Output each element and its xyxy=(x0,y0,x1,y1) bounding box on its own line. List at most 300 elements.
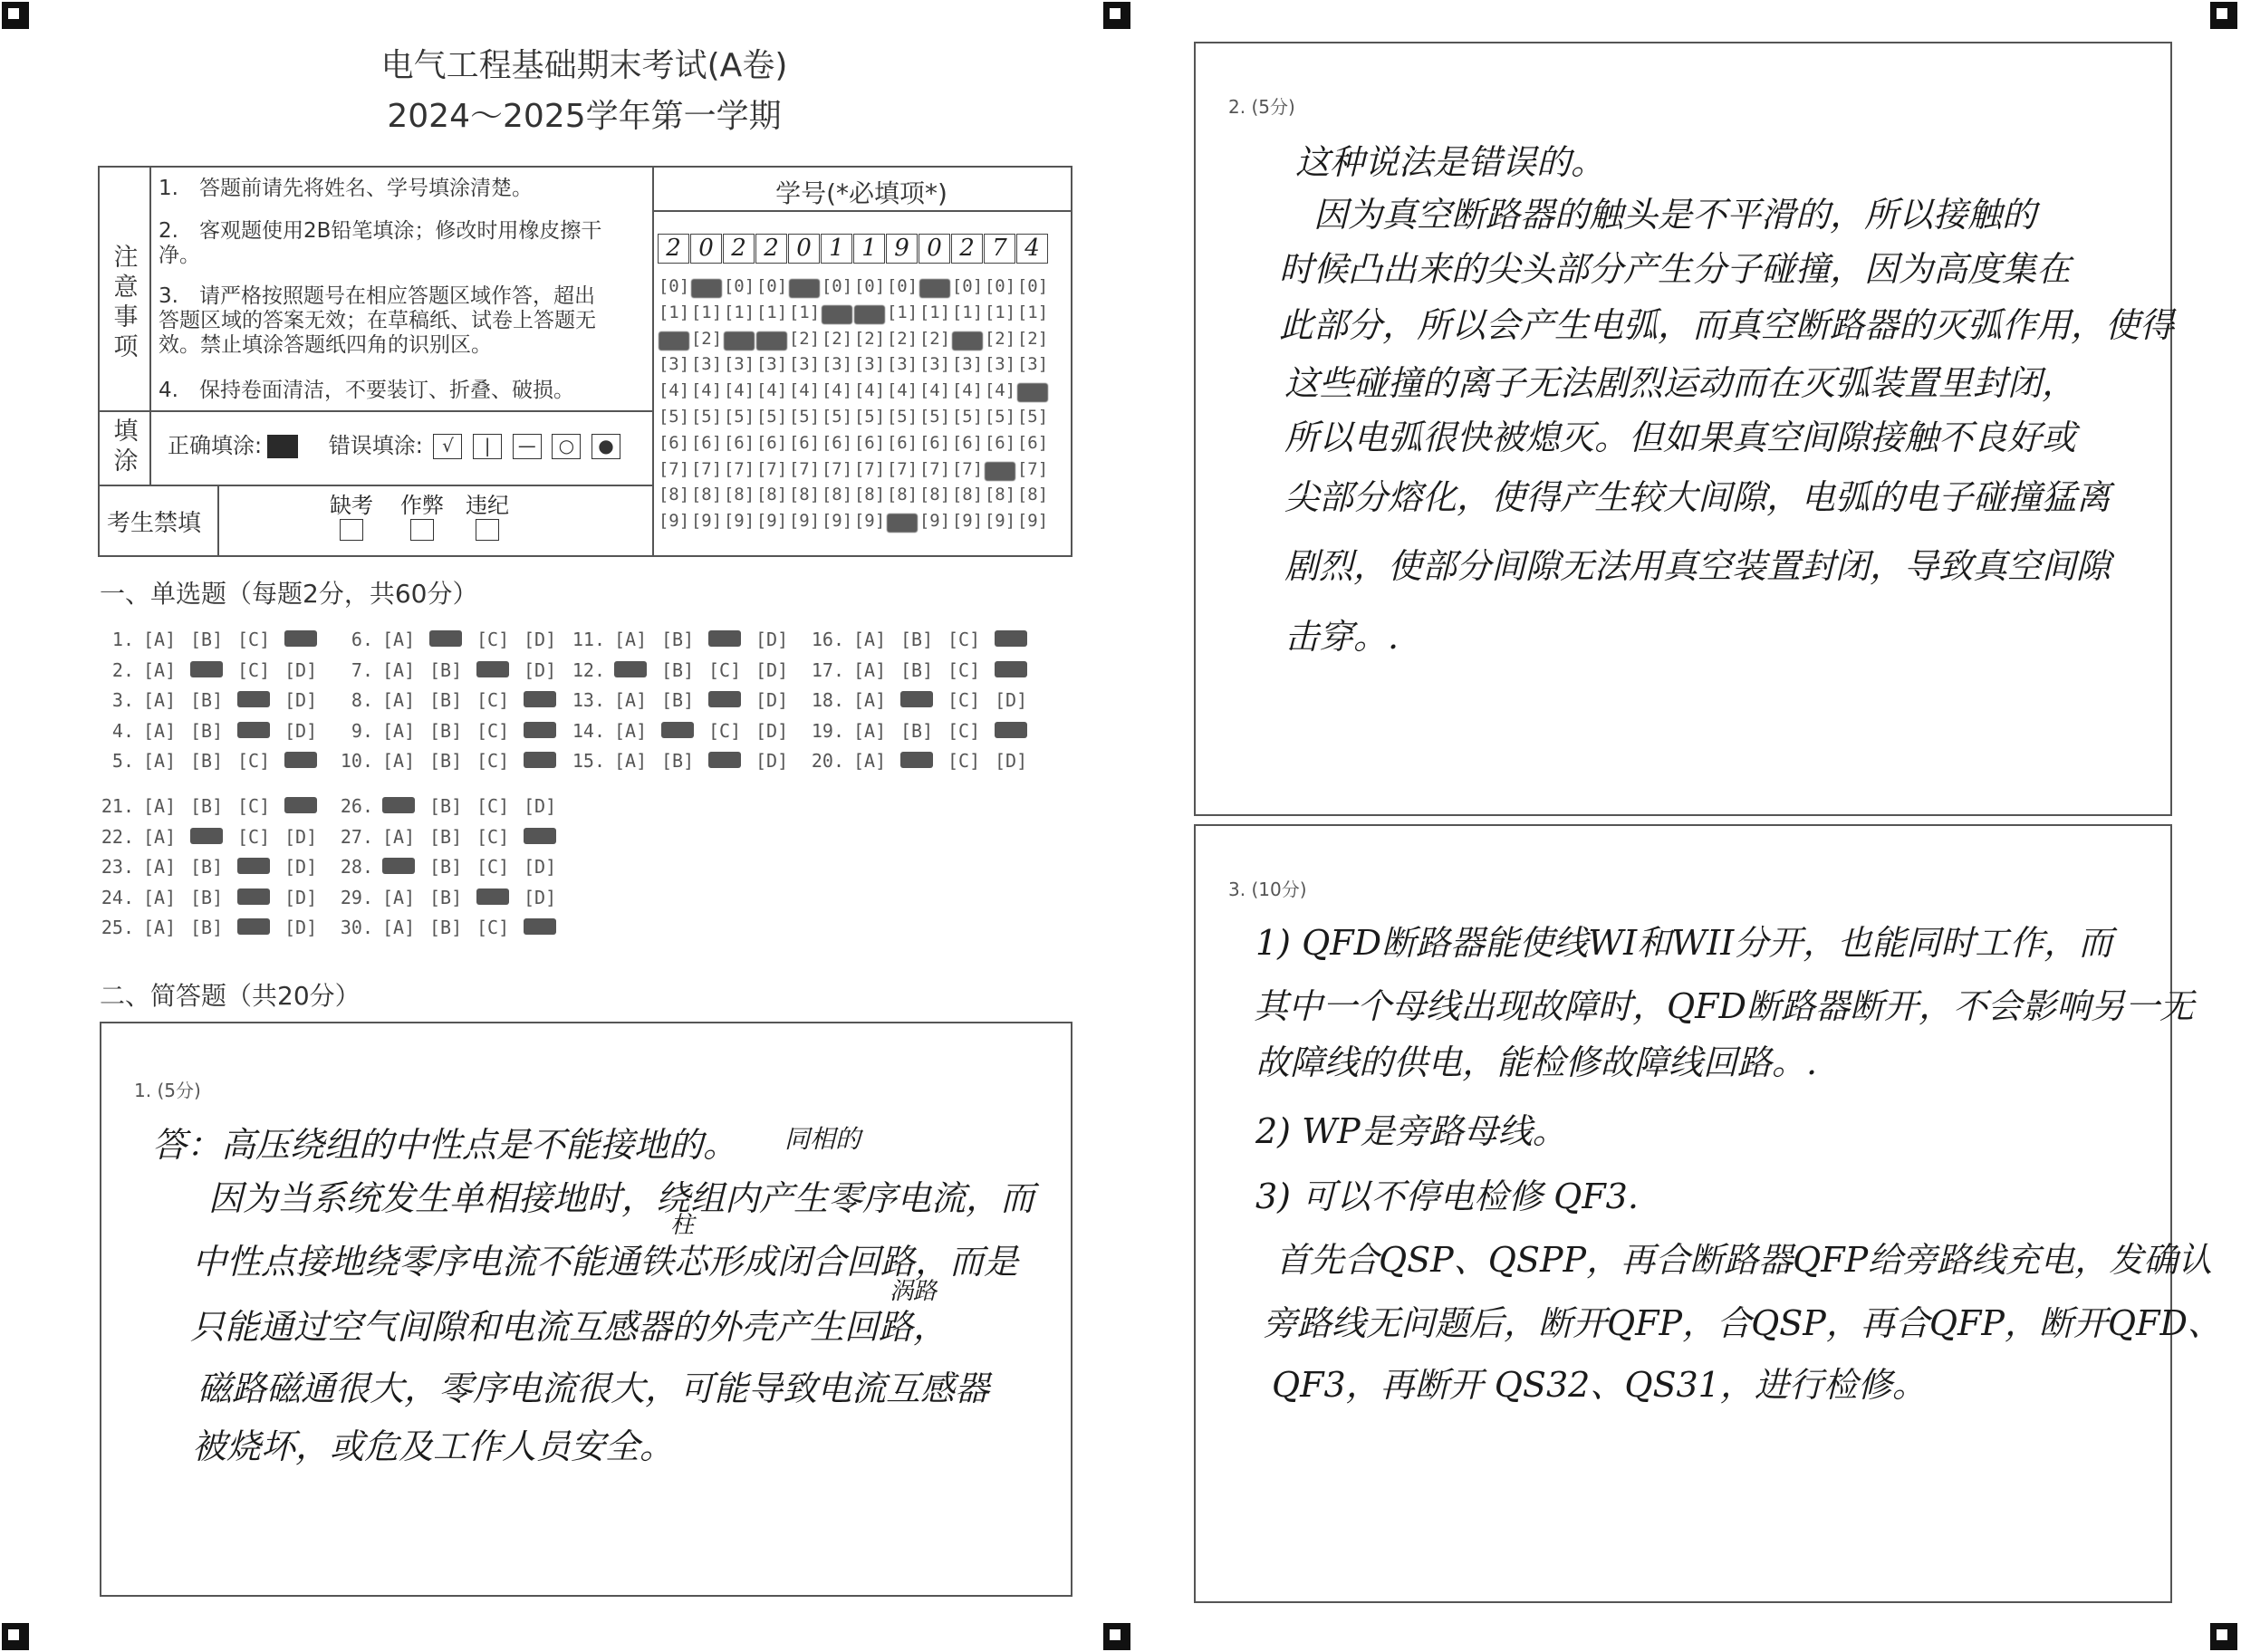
id-bubble[interactable]: [2] xyxy=(886,328,919,349)
mcq-option-a[interactable]: [A] xyxy=(853,750,887,772)
id-bubble[interactable]: [0] xyxy=(821,276,853,296)
id-bubble[interactable]: [5] xyxy=(853,406,886,427)
mcq-option-b[interactable] xyxy=(661,720,708,742)
mcq-option-b[interactable]: [B] xyxy=(661,750,695,772)
mcq-option-b[interactable]: [B] xyxy=(661,658,695,681)
mcq-option-c[interactable]: [C] xyxy=(237,658,271,681)
id-bubble[interactable]: [9] xyxy=(853,511,886,532)
mcq-number: 6. xyxy=(351,629,373,650)
id-bubble[interactable] xyxy=(854,305,885,324)
mcq-option-b[interactable]: [B] xyxy=(190,856,224,878)
id-bubble[interactable]: [0] xyxy=(853,276,886,296)
id-bubble[interactable]: [8] xyxy=(723,485,755,505)
id-bubble[interactable]: [5] xyxy=(886,406,919,427)
mcq-option-d[interactable] xyxy=(524,689,571,711)
id-bubble[interactable]: [2] xyxy=(919,328,951,349)
id-bubble[interactable]: [1] xyxy=(723,302,755,322)
mcq-number: 21. xyxy=(101,795,134,817)
id-bubble[interactable]: [5] xyxy=(984,406,1016,427)
mcq-option-d[interactable]: [D] xyxy=(755,719,789,742)
id-bubble[interactable] xyxy=(985,462,1015,481)
mcq-option-c[interactable]: [C] xyxy=(476,856,510,878)
id-bubble[interactable]: [4] xyxy=(658,380,690,401)
id-bubble[interactable]: [9] xyxy=(723,511,755,532)
id-bubble[interactable]: [4] xyxy=(788,380,821,401)
id-bubble[interactable] xyxy=(887,514,918,533)
mcq-option-b[interactable]: [B] xyxy=(429,856,463,878)
mcq-option-a[interactable] xyxy=(382,856,429,878)
q2-line-4: 此部分，所以会产生电弧，而真空断路器的灭弧作用，使得 xyxy=(1279,305,2175,345)
id-bubble[interactable]: [4] xyxy=(755,380,788,401)
q1-line-3: 中性点接地绕零序电流不能通铁芯形成闭合回路，而是 xyxy=(192,1242,1019,1282)
id-bubble[interactable]: [6] xyxy=(821,432,853,453)
mcq-option-a[interactable]: [A] xyxy=(853,719,887,742)
mcq-question-1 xyxy=(98,629,332,650)
mcq-option-a[interactable] xyxy=(382,795,429,817)
mcq-option-a[interactable]: [A] xyxy=(382,689,416,711)
mcq-option-c[interactable]: [C] xyxy=(947,629,981,650)
mcq-number: 11. xyxy=(572,629,605,650)
id-bubble[interactable]: [8] xyxy=(658,485,690,505)
q1-line-6: 被烧坏，或危及工作人员安全。 xyxy=(192,1426,675,1466)
mcq-option-b[interactable]: [B] xyxy=(900,658,934,681)
q3-points: 3. (10分) xyxy=(1228,879,1307,900)
q3-line-7: 旁路线无问题后，断开QFP，合QSP，再合QFP，断开QFD、 xyxy=(1263,1303,2222,1343)
id-bubble[interactable]: [8] xyxy=(755,485,788,505)
id-bubble[interactable]: [1] xyxy=(984,302,1016,322)
q1-points: 1. (5分) xyxy=(134,1080,201,1101)
id-bubble[interactable]: [2] xyxy=(690,328,723,349)
id-bubble[interactable]: [9] xyxy=(755,511,788,532)
mcq-option-d[interactable] xyxy=(524,750,571,772)
id-bubble[interactable] xyxy=(1017,383,1048,402)
id-bubble[interactable]: [3] xyxy=(984,354,1016,375)
wrong-sample-circle: ○ xyxy=(552,434,581,459)
id-bubble[interactable]: [9] xyxy=(658,511,690,532)
id-bubble[interactable]: [6] xyxy=(951,432,984,453)
id-bubble[interactable]: [3] xyxy=(658,354,690,375)
id-bubble[interactable]: [4] xyxy=(853,380,886,401)
id-bubble[interactable]: [1] xyxy=(1016,302,1049,322)
mcq-option-d[interactable] xyxy=(284,750,332,772)
id-bubble[interactable]: [7] xyxy=(853,458,886,479)
mcq-option-a[interactable]: [A] xyxy=(143,795,177,817)
id-bubble[interactable]: [4] xyxy=(821,380,853,401)
mcq-option-d[interactable]: [D] xyxy=(524,658,557,681)
id-bubble[interactable]: [7] xyxy=(723,458,755,479)
mcq-option-a[interactable]: [A] xyxy=(614,750,648,772)
mcq-option-c[interactable] xyxy=(708,750,755,772)
mcq-option-d[interactable] xyxy=(995,720,1042,742)
q1-insert-2: 柱 xyxy=(670,1212,695,1239)
id-bubble[interactable]: [0] xyxy=(886,276,919,296)
bubble-row-9 xyxy=(658,511,1049,537)
mcq-option-b[interactable] xyxy=(190,659,237,681)
mcq-option-b[interactable]: [B] xyxy=(190,795,224,817)
id-bubble[interactable]: [7] xyxy=(919,458,951,479)
id-bubble[interactable]: [9] xyxy=(919,511,951,532)
mcq-option-d[interactable]: [D] xyxy=(995,689,1028,711)
id-bubble[interactable]: [7] xyxy=(755,458,788,479)
id-bubble[interactable]: [5] xyxy=(788,406,821,427)
mcq-option-d[interactable]: [D] xyxy=(284,658,318,681)
mcq-number: 10. xyxy=(340,750,373,772)
mcq-option-b[interactable]: [B] xyxy=(190,719,224,742)
id-bubble[interactable]: [9] xyxy=(788,511,821,532)
cheat-checkbox[interactable] xyxy=(410,519,434,541)
mcq-option-a[interactable]: [A] xyxy=(382,629,416,650)
mcq-option-a[interactable]: [A] xyxy=(382,917,416,938)
mcq-question-2 xyxy=(98,659,332,681)
mcq-option-b[interactable]: [B] xyxy=(429,689,463,711)
id-bubble[interactable]: [7] xyxy=(1016,458,1049,479)
mcq-option-d[interactable] xyxy=(995,629,1042,650)
mcq-option-a[interactable]: [A] xyxy=(382,886,416,908)
id-bubble[interactable]: [2] xyxy=(984,328,1016,349)
id-bubble[interactable]: [1] xyxy=(788,302,821,322)
q2-line-1: 这种说法是错误的。 xyxy=(1295,142,1606,182)
wrong-sample-bar: | xyxy=(473,434,502,459)
mcq-number: 17. xyxy=(811,658,844,681)
mcq-option-b[interactable]: [B] xyxy=(429,750,463,772)
id-bubble[interactable]: [9] xyxy=(821,511,853,532)
id-bubble[interactable]: [6] xyxy=(886,432,919,453)
id-bubble[interactable]: [8] xyxy=(886,485,919,505)
mcq-option-c[interactable] xyxy=(237,917,284,938)
mcq-option-c[interactable]: [C] xyxy=(476,750,510,772)
id-bubble[interactable]: [9] xyxy=(1016,511,1049,532)
id-bubble[interactable]: [7] xyxy=(690,458,723,479)
mcq-option-b[interactable]: [B] xyxy=(429,795,463,817)
id-bubble[interactable]: [7] xyxy=(886,458,919,479)
mcq-option-d[interactable]: [D] xyxy=(524,886,557,908)
id-bubble[interactable]: [0] xyxy=(984,276,1016,296)
mcq-question-19 xyxy=(808,720,1042,742)
mcq-option-a[interactable]: [A] xyxy=(143,917,177,938)
id-bubble[interactable]: [4] xyxy=(886,380,919,401)
mcq-option-d[interactable] xyxy=(284,795,332,817)
id-bubble[interactable]: [0] xyxy=(1016,276,1049,296)
mcq-option-c[interactable]: [C] xyxy=(237,795,271,817)
id-bubble[interactable]: [7] xyxy=(658,458,690,479)
mcq-option-a[interactable]: [A] xyxy=(853,629,887,650)
id-bubble[interactable]: [8] xyxy=(919,485,951,505)
id-bubble[interactable]: [4] xyxy=(723,380,755,401)
mcq-option-c[interactable] xyxy=(237,720,284,742)
mcq-option-a[interactable]: [A] xyxy=(143,886,177,908)
mcq-option-c[interactable] xyxy=(476,887,524,908)
absent-checkbox[interactable] xyxy=(340,519,363,541)
mcq-option-b[interactable] xyxy=(900,689,947,711)
mcq-option-d[interactable]: [D] xyxy=(755,658,789,681)
mcq-option-c[interactable]: [C] xyxy=(237,750,271,772)
id-bubble[interactable]: [5] xyxy=(755,406,788,427)
section1-title: 一、单选题（每题2分，共60分） xyxy=(100,579,478,609)
mcq-option-b[interactable]: [B] xyxy=(190,750,224,772)
mcq-option-d[interactable] xyxy=(524,826,571,848)
mcq-option-d[interactable] xyxy=(284,629,332,650)
mcq-option-c[interactable]: [C] xyxy=(476,917,510,938)
id-bubble[interactable]: [8] xyxy=(984,485,1016,505)
mcq-option-c[interactable]: [C] xyxy=(476,795,510,817)
mcq-option-d[interactable]: [D] xyxy=(995,750,1028,772)
id-bubble[interactable]: [6] xyxy=(690,432,723,453)
mcq-option-b[interactable]: [B] xyxy=(900,719,934,742)
mcq-question-6 xyxy=(337,629,571,650)
id-bubble[interactable]: [1] xyxy=(919,302,951,322)
mcq-option-c[interactable]: [C] xyxy=(708,719,742,742)
id-bubble[interactable]: [5] xyxy=(690,406,723,427)
id-bubble[interactable]: [3] xyxy=(886,354,919,375)
mcq-option-c[interactable]: [C] xyxy=(237,825,271,848)
id-bubble[interactable]: [9] xyxy=(984,511,1016,532)
mcq-question-21 xyxy=(98,795,332,817)
id-bubble[interactable]: [6] xyxy=(723,432,755,453)
id-bubble[interactable]: [1] xyxy=(690,302,723,322)
id-bubble[interactable]: [6] xyxy=(788,432,821,453)
id-bubble[interactable]: [5] xyxy=(658,406,690,427)
mcq-option-a[interactable]: [A] xyxy=(853,689,887,711)
mcq-option-c[interactable]: [C] xyxy=(476,689,510,711)
mcq-option-c[interactable]: [C] xyxy=(476,825,510,848)
mcq-option-b[interactable]: [B] xyxy=(900,629,934,650)
mcq-option-d[interactable]: [D] xyxy=(284,886,318,908)
id-bubble[interactable]: [5] xyxy=(723,406,755,427)
id-bubble[interactable]: [6] xyxy=(1016,432,1049,453)
mcq-option-a[interactable]: [A] xyxy=(143,825,177,848)
mcq-number: 4. xyxy=(111,719,134,742)
mcq-question-15 xyxy=(569,750,803,772)
id-bubble[interactable]: [3] xyxy=(951,354,984,375)
id-bubble[interactable]: [7] xyxy=(788,458,821,479)
id-bubble[interactable]: [3] xyxy=(821,354,853,375)
mcq-option-a[interactable]: [A] xyxy=(143,719,177,742)
q1-line-5: 磁路磁通很大，零序电流很大，可能导致电流互感器 xyxy=(197,1369,990,1408)
id-bubble[interactable]: [6] xyxy=(919,432,951,453)
mcq-option-c[interactable]: [C] xyxy=(476,719,510,742)
mcq-option-a[interactable]: [A] xyxy=(143,629,177,650)
id-bubble[interactable]: [4] xyxy=(690,380,723,401)
id-bubble[interactable] xyxy=(952,331,983,351)
mcq-number: 22. xyxy=(101,825,134,848)
id-bubble[interactable]: [7] xyxy=(821,458,853,479)
mcq-option-b[interactable]: [B] xyxy=(661,689,695,711)
mcq-option-d[interactable]: [D] xyxy=(284,719,318,742)
id-bubble[interactable]: [3] xyxy=(1016,354,1049,375)
mcq-option-d[interactable]: [D] xyxy=(524,795,557,817)
id-bubble[interactable]: [5] xyxy=(821,406,853,427)
id-bubble[interactable] xyxy=(756,331,787,351)
mcq-question-29 xyxy=(337,887,571,908)
id-bubble[interactable]: [0] xyxy=(723,276,755,296)
violation-checkbox[interactable] xyxy=(476,519,499,541)
mcq-question-16 xyxy=(808,629,1042,650)
mcq-number: 1. xyxy=(111,629,134,650)
mcq-option-d[interactable]: [D] xyxy=(755,689,789,711)
id-bubble[interactable]: [2] xyxy=(821,328,853,349)
mcq-option-b[interactable]: [B] xyxy=(429,719,463,742)
mcq-option-c[interactable]: [C] xyxy=(947,658,981,681)
mcq-option-c[interactable] xyxy=(708,629,755,650)
correct-fill-swatch xyxy=(267,435,298,458)
id-bubble[interactable]: [6] xyxy=(853,432,886,453)
mcq-option-b[interactable] xyxy=(900,750,947,772)
mcq-option-d[interactable]: [D] xyxy=(284,825,318,848)
registration-mark-top-center xyxy=(1103,2,1130,29)
id-bubble[interactable]: [3] xyxy=(690,354,723,375)
section2-title: 二、简答题（共20分） xyxy=(100,981,361,1011)
mcq-option-d[interactable]: [D] xyxy=(284,856,318,878)
mcq-option-c[interactable] xyxy=(237,856,284,878)
mcq-option-a[interactable]: [A] xyxy=(382,719,416,742)
id-bubble[interactable]: [1] xyxy=(755,302,788,322)
mcq-option-a[interactable]: [A] xyxy=(143,689,177,711)
id-bubble[interactable]: [8] xyxy=(690,485,723,505)
mcq-option-c[interactable]: [C] xyxy=(708,658,742,681)
student-id-digit-4: 2 xyxy=(755,234,787,264)
mcq-question-13 xyxy=(569,689,803,711)
q2-line-2: 因为真空断路器的触头是不平滑的，所以接触的 xyxy=(1313,195,2037,235)
q1-line-2: 因为当系统发生单相接地时，绕组内产生零序电流，而 xyxy=(208,1178,1035,1218)
mcq-option-a[interactable]: [A] xyxy=(614,719,648,742)
mcq-option-b[interactable]: [B] xyxy=(190,917,224,938)
id-bubble[interactable]: [1] xyxy=(951,302,984,322)
mcq-option-b[interactable]: [B] xyxy=(190,629,224,650)
id-bubble[interactable] xyxy=(919,279,950,298)
id-bubble[interactable]: [0] xyxy=(755,276,788,296)
mcq-number: 7. xyxy=(351,658,373,681)
mcq-option-b[interactable]: [B] xyxy=(429,658,463,681)
id-bubble[interactable]: [9] xyxy=(951,511,984,532)
mcq-option-c[interactable] xyxy=(476,659,524,681)
mcq-option-d[interactable] xyxy=(524,917,571,938)
mcq-option-d[interactable]: [D] xyxy=(284,917,318,938)
mcq-option-a[interactable]: [A] xyxy=(614,629,648,650)
forbidden-absent: 缺考 xyxy=(324,487,379,546)
id-bubble[interactable]: [3] xyxy=(755,354,788,375)
mcq-option-c[interactable] xyxy=(237,689,284,711)
mcq-option-d[interactable]: [D] xyxy=(284,689,318,711)
forbidden-violation: 违纪 xyxy=(460,487,515,546)
correct-fill-label: 正确填涂: xyxy=(168,433,263,458)
id-bubble[interactable]: [2] xyxy=(1016,328,1049,349)
student-id-bubble-grid[interactable] xyxy=(658,276,1049,537)
mcq-option-d[interactable]: [D] xyxy=(755,629,789,650)
mcq-question-11 xyxy=(569,629,803,650)
id-bubble[interactable]: [4] xyxy=(951,380,984,401)
id-bubble[interactable]: [8] xyxy=(853,485,886,505)
mcq-question-25 xyxy=(98,917,332,938)
mcq-option-c[interactable]: [C] xyxy=(947,719,981,742)
mcq-option-a[interactable]: [A] xyxy=(143,856,177,878)
mcq-option-a[interactable]: [A] xyxy=(382,658,416,681)
registration-mark-top-right xyxy=(2210,2,2237,29)
student-id-label: 学号(*必填项*) xyxy=(775,178,947,208)
id-bubble[interactable]: [7] xyxy=(951,458,984,479)
id-bubble[interactable]: [6] xyxy=(984,432,1016,453)
mcq-option-b[interactable] xyxy=(190,826,237,848)
mcq-option-d[interactable]: [D] xyxy=(755,750,789,772)
exam-term: 2024～2025学年第一学期 xyxy=(387,98,782,135)
q1-line-4: 只能通过空气间隙和电流互感器的外壳产生回路， xyxy=(190,1307,948,1347)
id-bubble[interactable]: [4] xyxy=(984,380,1016,401)
mcq-option-b[interactable]: [B] xyxy=(429,825,463,848)
mcq-option-a[interactable]: [A] xyxy=(853,658,887,681)
mcq-number: 20. xyxy=(811,750,844,772)
mcq-question-5 xyxy=(98,750,332,772)
mcq-option-a[interactable]: [A] xyxy=(614,689,648,711)
mcq-option-c[interactable]: [C] xyxy=(947,750,981,772)
id-bubble[interactable]: [9] xyxy=(690,511,723,532)
mcq-option-a[interactable]: [A] xyxy=(143,750,177,772)
id-bubble[interactable]: [2] xyxy=(853,328,886,349)
mcq-option-d[interactable] xyxy=(524,720,571,742)
bubble-row-6 xyxy=(658,433,1049,459)
id-bubble[interactable]: [8] xyxy=(788,485,821,505)
mcq-option-b[interactable]: [B] xyxy=(190,886,224,908)
id-bubble[interactable]: [2] xyxy=(788,328,821,349)
mcq-option-a[interactable]: [A] xyxy=(382,750,416,772)
id-bubble[interactable]: [0] xyxy=(951,276,984,296)
mcq-option-a[interactable]: [A] xyxy=(143,658,177,681)
id-bubble[interactable]: [5] xyxy=(1016,406,1049,427)
id-bubble[interactable]: [8] xyxy=(1016,485,1049,505)
id-bubble[interactable]: [6] xyxy=(658,432,690,453)
mcq-option-a[interactable] xyxy=(614,659,661,681)
id-bubble[interactable]: [1] xyxy=(658,302,690,322)
id-bubble[interactable] xyxy=(789,279,820,298)
wrong-fill-label: 错误填涂: xyxy=(328,433,423,458)
bubble-row-2 xyxy=(658,329,1049,355)
bubble-row-5 xyxy=(658,407,1049,433)
id-bubble[interactable] xyxy=(659,331,689,351)
id-bubble[interactable]: [1] xyxy=(886,302,919,322)
id-bubble[interactable] xyxy=(691,279,722,298)
id-bubble[interactable]: [5] xyxy=(919,406,951,427)
mcq-option-b[interactable]: [B] xyxy=(190,689,224,711)
mcq-option-b[interactable] xyxy=(429,629,476,650)
mcq-option-a[interactable]: [A] xyxy=(382,825,416,848)
mcq-option-d[interactable] xyxy=(995,659,1042,681)
id-bubble[interactable]: [8] xyxy=(951,485,984,505)
mcq-option-b[interactable]: [B] xyxy=(429,917,463,938)
q3-line-8: QF3，再断开 QS32、QS31，进行检修。 xyxy=(1272,1365,1927,1405)
id-bubble[interactable]: [3] xyxy=(919,354,951,375)
id-bubble[interactable]: [4] xyxy=(919,380,951,401)
id-bubble[interactable]: [0] xyxy=(658,276,690,296)
q3-line-4: 2) WP是旁路母线。 xyxy=(1255,1111,1567,1151)
mcq-option-c[interactable]: [C] xyxy=(476,629,510,650)
mcq-option-d[interactable]: [D] xyxy=(524,856,557,878)
mcq-option-c[interactable]: [C] xyxy=(947,689,981,711)
id-bubble[interactable] xyxy=(822,305,852,324)
mcq-option-b[interactable]: [B] xyxy=(429,886,463,908)
mcq-option-c[interactable] xyxy=(237,887,284,908)
id-bubble[interactable]: [3] xyxy=(853,354,886,375)
id-bubble[interactable]: [6] xyxy=(755,432,788,453)
mcq-number: 28. xyxy=(340,856,373,878)
mcq-option-d[interactable]: [D] xyxy=(524,629,557,650)
id-bubble[interactable]: [3] xyxy=(788,354,821,375)
student-id-digits xyxy=(658,234,1049,264)
id-bubble[interactable]: [5] xyxy=(951,406,984,427)
id-bubble[interactable]: [3] xyxy=(723,354,755,375)
mcq-option-b[interactable]: [B] xyxy=(661,629,695,650)
id-bubble[interactable] xyxy=(724,331,755,351)
mcq-option-c[interactable] xyxy=(708,689,755,711)
mcq-option-c[interactable]: [C] xyxy=(237,629,271,650)
id-bubble[interactable]: [8] xyxy=(821,485,853,505)
